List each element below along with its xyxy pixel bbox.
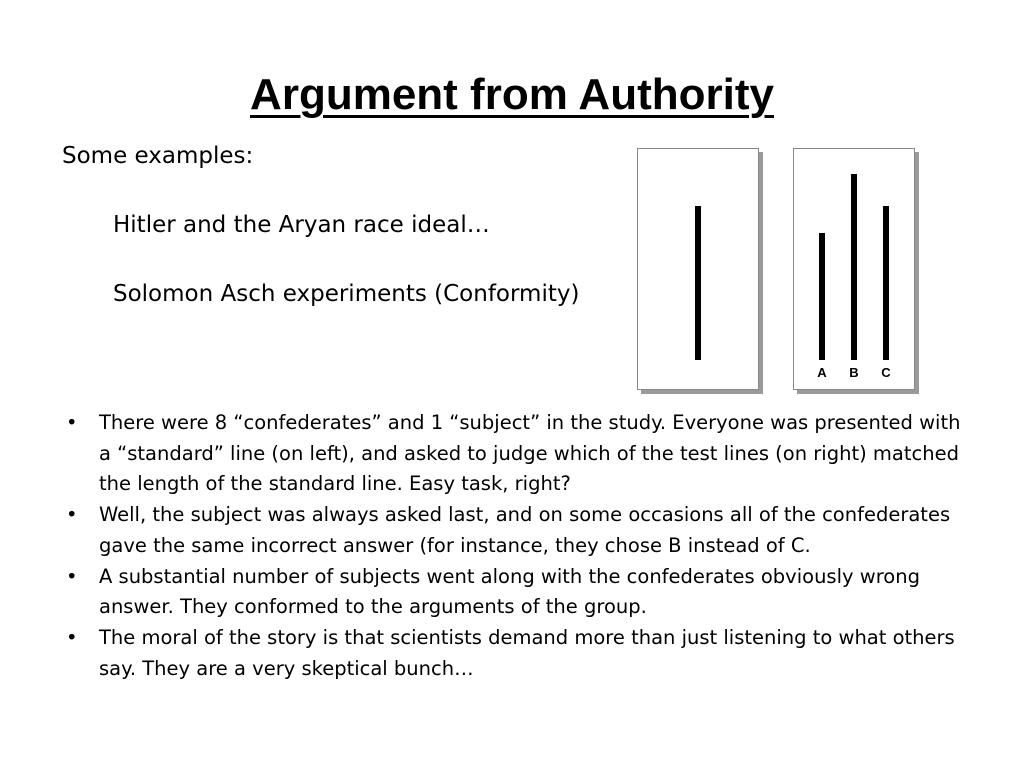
- bullet-item: [62, 623, 962, 684]
- comparison-lines-card: [793, 148, 915, 390]
- bullet-list: [62, 408, 962, 684]
- examples-heading: Some examples:: [62, 143, 254, 169]
- comparison-line-a: [819, 233, 825, 360]
- bullet-text: A substantial number of subjects went along with the confederates obviously wrong answer. They conformed to the arguments of the group.: [99, 564, 920, 619]
- bullet-item: [62, 500, 962, 561]
- bullet-dot: •: [66, 625, 78, 649]
- line-label-b: B: [849, 365, 859, 380]
- line-label-c: C: [881, 365, 891, 380]
- bullet-text: There were 8 “confederates” and 1 “subject” in the study. Everyone was presented with a “standard” line (on left), and asked to judge which of the test lines (on right) matched the length of the standard line. Easy task, right?: [99, 411, 961, 496]
- bullet-text: Well, the subject was always asked last, and on some occasions all of the confederates gave the same incorrect answer (for instance, they chose B instead of C.: [99, 503, 951, 557]
- bullet-dot: •: [66, 503, 78, 527]
- bullet-dot: •: [66, 411, 78, 434]
- slide-title: Argument from Authority: [250, 70, 774, 119]
- standard-line-figure: [638, 149, 758, 389]
- bullet-dot: •: [66, 564, 78, 588]
- line-label-a: A: [817, 365, 827, 380]
- example-item: Hitler and the Aryan race ideal…: [113, 212, 490, 238]
- bullet-item: [62, 408, 962, 500]
- standard-line: [695, 206, 701, 360]
- comparison-line-b: [851, 174, 857, 360]
- bullet-item: [62, 562, 962, 623]
- bullet-text: The moral of the story is that scientists demand more than just listening to what others say. They are a very skeptical bunch…: [99, 625, 955, 680]
- comparison-lines-figure: [794, 149, 914, 389]
- standard-line-card: [637, 148, 759, 390]
- example-item: Solomon Asch experiments (Conformity): [113, 281, 580, 307]
- comparison-line-c: [883, 206, 889, 360]
